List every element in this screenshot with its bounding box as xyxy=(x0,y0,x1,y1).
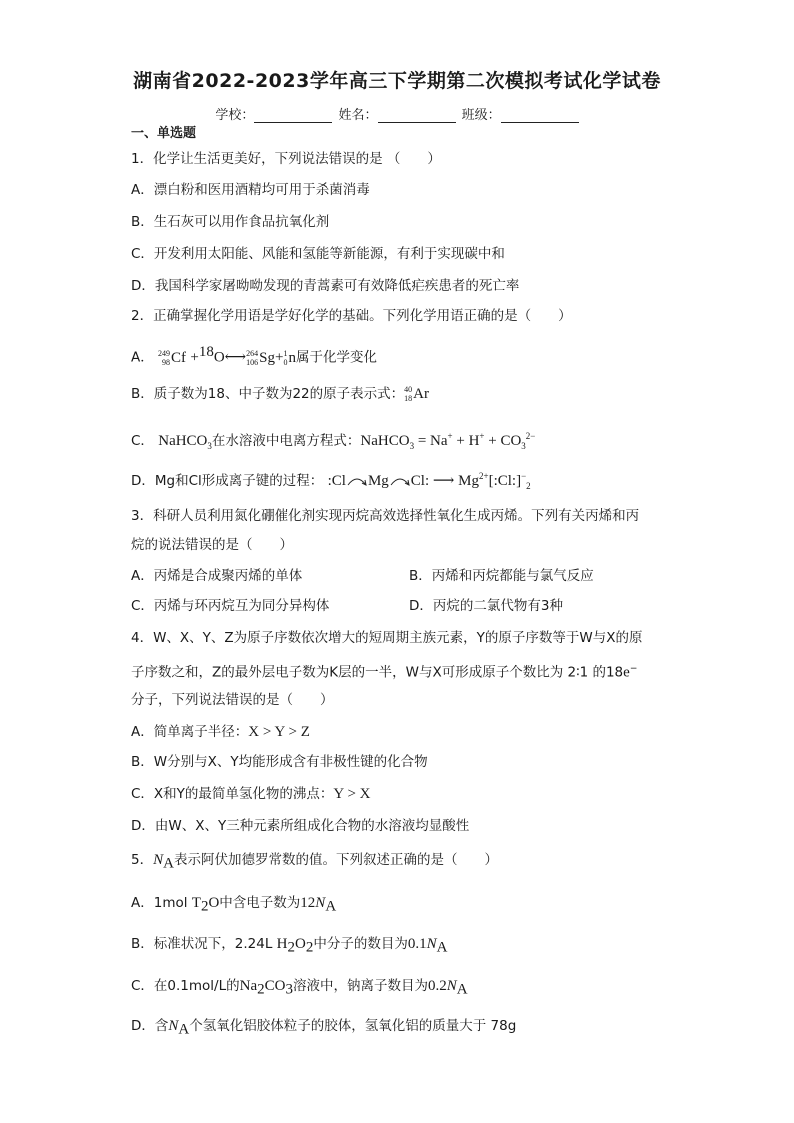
q1-stem: 1．化学让生活更美好，下列说法错误的是 （ ） xyxy=(131,151,441,167)
q5-a-prefix: A．1mol xyxy=(131,895,192,911)
n-number: 0 xyxy=(283,357,288,367)
subscript: 3 xyxy=(409,441,415,451)
avogadro-symbol: N xyxy=(153,852,164,868)
q5-a-value: 12 xyxy=(300,895,316,911)
subscript: 2 xyxy=(257,981,265,998)
q5-stem xyxy=(131,850,498,874)
q3-option-c[interactable]: C．丙烯与环丙烷互为同分异构体 xyxy=(131,598,330,614)
electron-transfer-arc-icon xyxy=(389,475,411,489)
q3-stem-line1: 3．科研人员利用氮化硼催化剂实现丙烷高效选择性氧化生成丙烯。下列有关丙烯和丙 xyxy=(131,508,640,524)
q4-stem-line2 xyxy=(131,659,637,683)
subscript: A xyxy=(325,898,337,915)
cl-ion-bracket: [:Cl:] xyxy=(488,473,522,489)
q5-number: 5． xyxy=(131,852,154,868)
electron-transfer-arc-icon xyxy=(346,475,368,489)
q2-c-mid: 在水溶液中电离方程式： xyxy=(211,433,361,449)
q4-c-expression: Y > X xyxy=(333,786,371,802)
formula-text: NaHCO xyxy=(158,433,208,449)
q2-a-prefix: A． xyxy=(131,349,154,366)
q5-c-prefix: C．在0.1mol/L的 xyxy=(131,978,240,994)
school-label: 学校： xyxy=(215,108,255,123)
superscript: + xyxy=(447,431,453,441)
q2-option-d[interactable] xyxy=(131,466,531,496)
q5-d-mid: 个氢氧化铝胶体粒子的胶体，氢氧化铝的质量大于 78g xyxy=(189,1018,517,1034)
q2-c-prefix: C． xyxy=(131,433,154,449)
q5-c-value: 0.2 xyxy=(427,978,447,994)
q4-option-a[interactable] xyxy=(131,722,310,742)
subscript: A xyxy=(178,1021,190,1038)
student-info xyxy=(0,104,794,123)
electron-dots-icon: : xyxy=(424,473,430,489)
subscript: A xyxy=(436,939,448,956)
formula-t: T xyxy=(191,895,201,911)
q5-c-mid: 溶液中，钠离子数目为 xyxy=(292,978,428,994)
q4-option-d[interactable]: D．由W、X、Y三种元素所组成化合物的水溶液均显酸性 xyxy=(131,818,470,834)
subscript: 3 xyxy=(285,981,293,998)
ar-symbol: Ar xyxy=(413,386,429,402)
subscript: 2 xyxy=(305,939,314,956)
mg-symbol: Mg xyxy=(367,473,389,489)
q5-option-b[interactable] xyxy=(131,934,447,958)
q3-option-a[interactable]: A．丙烯是合成聚丙烯的单体 xyxy=(131,568,303,584)
superscript: − xyxy=(521,471,527,481)
q4-stem-line1: 4．W、X、Y、Z为原子序数依次增大的短周期主族元素，Y的原子序数等于W与X的原 xyxy=(131,630,643,646)
avogadro-symbol: N xyxy=(426,936,437,952)
o-symbol: O xyxy=(213,349,225,366)
eq-h: + H xyxy=(452,433,480,449)
q2-a-suffix: 属于化学变化 xyxy=(295,349,377,366)
eq-na: = Na xyxy=(414,433,448,449)
subscript: 3 xyxy=(521,441,526,451)
reaction-arrow: ⟷ xyxy=(224,349,247,366)
ionization-equation xyxy=(360,433,535,449)
cf-symbol: Cf xyxy=(171,349,187,366)
sg-nuclide xyxy=(246,348,275,368)
n-symbol: n xyxy=(288,349,296,366)
formula-o: O xyxy=(208,895,220,911)
avogadro-symbol: N xyxy=(168,1018,179,1034)
q5-b-prefix: B．标准状况下，2.24L xyxy=(131,936,277,952)
plus-sign: + xyxy=(275,349,284,366)
subscript: 2 xyxy=(200,898,209,915)
q2-option-a[interactable] xyxy=(131,342,377,368)
n-mass: 1 xyxy=(283,348,288,358)
q2-d-text: D．Mg和Cl形成离子键的过程： xyxy=(131,473,324,489)
q1-option-c[interactable]: C．开发利用太阳能、风能和氢能等新能源，有利于实现碳中和 xyxy=(131,246,505,262)
ar-number: 18 xyxy=(404,394,413,403)
cf-nuclide xyxy=(158,348,186,368)
q5-stem-text: 表示阿伏加德罗常数的值。下列叙述正确的是（ ） xyxy=(173,852,498,868)
subscript: 2 xyxy=(526,481,531,491)
sg-symbol: Sg xyxy=(259,349,276,366)
q1-option-a[interactable]: A．漂白粉和医用酒精均可用于杀菌消毒 xyxy=(131,182,370,198)
q3-option-d[interactable]: D．丙烷的二氯代物有3种 xyxy=(409,598,563,614)
q5-option-c[interactable] xyxy=(131,976,468,1000)
q5-b-mid: 中分子的数目为 xyxy=(313,936,408,952)
eq-co: + CO xyxy=(484,433,522,449)
avogadro-symbol: N xyxy=(446,978,457,994)
q2-b-text: B．质子数为18、中子数为22的原子表示式： xyxy=(131,386,405,402)
q3-option-b[interactable]: B．丙烯和丙烷都能与氯气反应 xyxy=(409,568,594,584)
sg-mass: 264 xyxy=(246,348,259,358)
o-mass: 18 xyxy=(198,344,214,360)
cf-number: 98 xyxy=(162,357,171,367)
q2-stem: 2．正确掌握化学用语是学好化学的基础。下列化学用语正确的是（ ） xyxy=(131,308,572,324)
q4-option-b[interactable]: B．W分别与X、Y均能形成含有非极性键的化合物 xyxy=(131,754,428,770)
superscript: + xyxy=(479,431,485,441)
reaction-arrow: ⟶ xyxy=(432,473,455,489)
eq-left: NaHCO xyxy=(360,433,410,449)
class-label: 班级： xyxy=(461,108,501,123)
q4-a-expression: X > Y > Z xyxy=(248,724,310,740)
ionic-bond-diagram xyxy=(328,473,531,489)
q1-option-b[interactable]: B．生石灰可以用作食品抗氧化剂 xyxy=(131,214,330,230)
school-blank[interactable] xyxy=(254,109,332,123)
cl-symbol: Cl xyxy=(410,473,425,489)
q5-a-mid: 中含电子数为 xyxy=(219,895,301,911)
cl-symbol: Cl xyxy=(331,473,346,489)
q5-option-d[interactable] xyxy=(131,1016,516,1040)
formula-o: O xyxy=(294,936,306,952)
page-title: 湖南省2022-2023学年高三下学期第二次模拟考试化学试卷 xyxy=(133,70,661,92)
electron-symbol: e xyxy=(623,664,630,681)
subscript: 2 xyxy=(287,939,295,956)
cf-mass: 249 xyxy=(158,348,171,358)
q4-option-c[interactable] xyxy=(131,784,371,804)
q4-c-prefix: C．X和Y的最简单氢化物的沸点： xyxy=(131,786,334,802)
q2-option-b[interactable] xyxy=(131,384,429,404)
q5-option-a[interactable] xyxy=(131,893,336,917)
q5-d-prefix: D．含 xyxy=(131,1018,169,1034)
q4-a-prefix: A．简单离子半径： xyxy=(131,724,249,740)
superscript: 2+ xyxy=(479,471,489,481)
ar-mass: 40 xyxy=(404,385,413,394)
subscript: A xyxy=(456,981,468,998)
nahco3-formula xyxy=(158,433,212,449)
subscript: 3 xyxy=(207,441,212,451)
subscript: A xyxy=(163,855,174,872)
superscript: − xyxy=(629,664,638,674)
q2-option-c[interactable] xyxy=(131,426,535,456)
q4-stem-text: 子序数之和，Z的最外层电子数为K层的一半，W与X可形成原子个数比为 2∶1 的18 xyxy=(131,664,624,681)
n-nuclide xyxy=(283,348,296,368)
ar-nuclide xyxy=(404,384,429,404)
q1-option-d[interactable]: D．我国科学家屠呦呦发现的青蒿素可有效降低疟疾患者的死亡率 xyxy=(131,278,520,294)
class-blank[interactable] xyxy=(501,109,579,123)
plus-sign: + xyxy=(190,349,199,366)
name-label: 姓名： xyxy=(338,108,378,123)
q5-b-value: 0.1 xyxy=(407,936,427,952)
avogadro-symbol: N xyxy=(315,895,326,911)
sg-number: 106 xyxy=(246,357,259,367)
name-blank[interactable] xyxy=(378,109,456,123)
mg-ion-symbol: Mg xyxy=(458,473,480,489)
q4-stem-line3: 分子，下列说法错误的是（ ） xyxy=(131,692,334,708)
superscript: 2− xyxy=(525,431,536,441)
formula-na: Na xyxy=(239,978,258,994)
section-heading: 一、单选题 xyxy=(131,126,197,141)
formula-co: CO xyxy=(264,978,286,994)
electron-dots-icon: : xyxy=(327,473,332,489)
q3-stem-line2: 烷的说法错误的是（ ） xyxy=(131,537,293,553)
formula-h: H xyxy=(276,936,288,952)
